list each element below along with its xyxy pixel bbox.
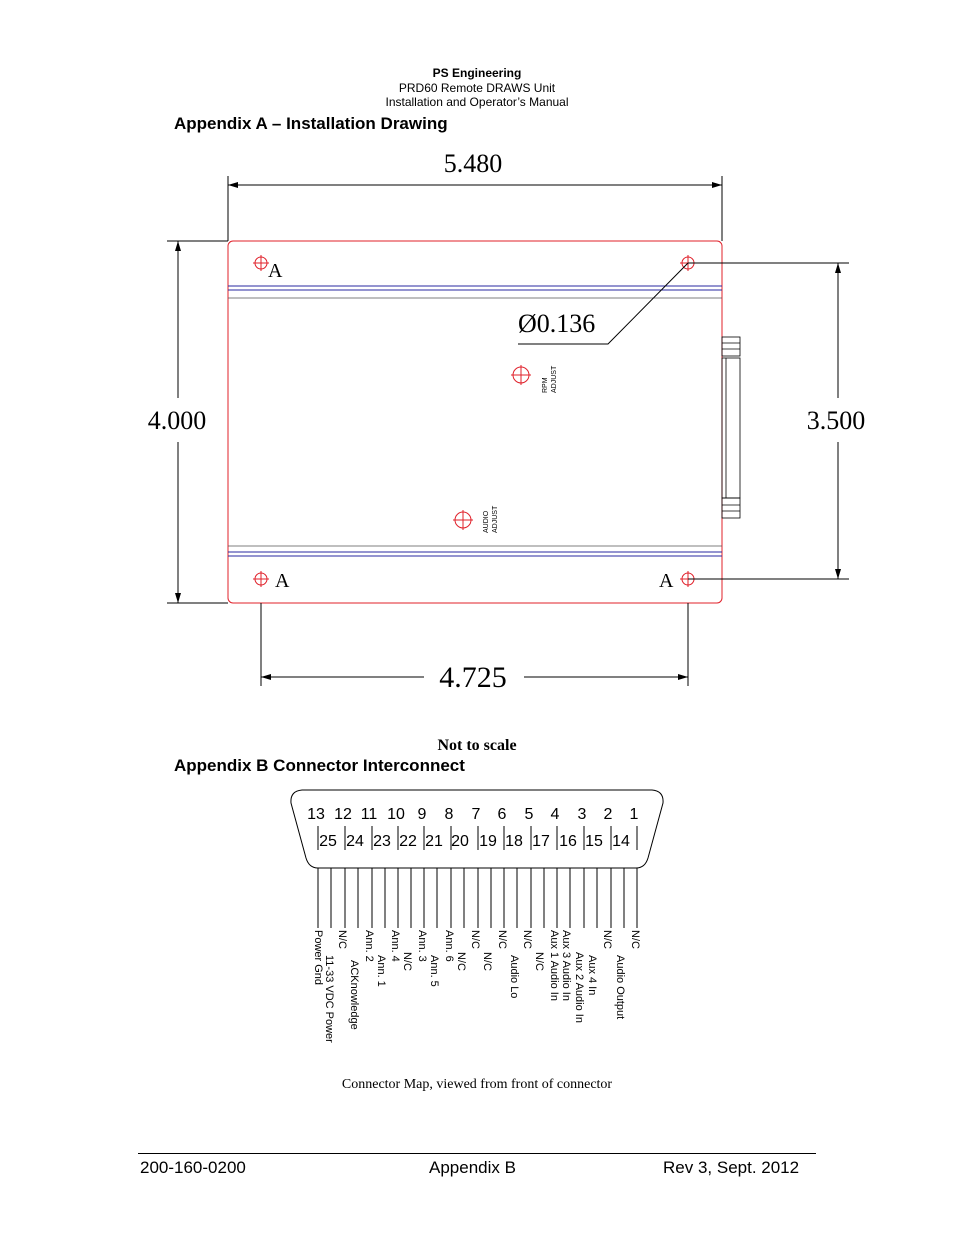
hole-label-bl: A xyxy=(275,570,290,592)
connector-pin-numbers xyxy=(307,806,638,850)
audio-label: AUDIO xyxy=(483,510,490,533)
pin-number-23: 23 xyxy=(373,833,391,850)
pin-label: N/C xyxy=(629,930,641,949)
pin-number-20: 20 xyxy=(451,833,469,850)
dim-height-value: 4.000 xyxy=(147,406,207,435)
pin-number-11: 11 xyxy=(360,806,378,823)
pin-number-12: 12 xyxy=(334,806,352,823)
header-company: PS Engineering xyxy=(432,66,522,80)
pin-label: N/C xyxy=(533,952,545,971)
hole-label-br: A xyxy=(659,570,674,592)
pin-number-9: 9 xyxy=(417,806,427,823)
dim-width xyxy=(228,176,722,241)
header-product: PRD60 Remote DRAWS Unit xyxy=(398,81,556,95)
pin-label: Ann. 6 xyxy=(443,930,455,962)
pin-label: N/C xyxy=(496,930,508,949)
audio-adjust-pot xyxy=(453,510,473,530)
pin-label: Ann. 1 xyxy=(375,955,387,987)
pin-label: Aux 1 Audio In xyxy=(548,930,560,1001)
pin-number-10: 10 xyxy=(387,806,405,823)
pin-number-16: 16 xyxy=(559,833,577,850)
pin-label: Audio Output xyxy=(614,955,626,1020)
pin-number-2: 2 xyxy=(603,806,613,823)
unit-outline xyxy=(228,241,722,603)
hole-label-tl: A xyxy=(268,260,283,282)
pin-number-17: 17 xyxy=(532,833,550,850)
hole-bottom-left xyxy=(253,571,269,587)
pin-label: N/C xyxy=(601,930,613,949)
pin-number-19: 19 xyxy=(479,833,497,850)
rpm-adjust-label: ADJUST xyxy=(551,365,558,393)
footer-doc-number: 200-160-0200 xyxy=(140,1158,246,1177)
pin-label: Ann. 4 xyxy=(389,930,401,962)
dim-hole-dia-value: Ø0.136 xyxy=(518,309,596,338)
appendix-b-title: Appendix B Connector Interconnect xyxy=(174,756,465,775)
pin-number-8: 8 xyxy=(444,806,454,823)
pin-label: Ann. 2 xyxy=(363,930,375,962)
footer-section: Appendix B xyxy=(429,1158,516,1177)
pin-label: Aux 3 Audio In xyxy=(560,930,572,1001)
pin-label: N/C xyxy=(336,930,348,949)
pin-label: N/C xyxy=(521,930,533,949)
pin-number-21: 21 xyxy=(425,833,443,850)
audio-adjust-label: ADJUST xyxy=(492,505,499,533)
pin-number-6: 6 xyxy=(497,806,507,823)
dim-hole-spacing-v-value: 3.500 xyxy=(806,406,866,435)
pin-number-1: 1 xyxy=(629,806,639,823)
pin-number-22: 22 xyxy=(399,833,417,850)
pin-label: N/C xyxy=(469,930,481,949)
pin-number-7: 7 xyxy=(471,806,481,823)
pin-label: 11-33 VDC Power xyxy=(323,955,335,1043)
connector-pin-labels xyxy=(312,930,641,1043)
connector-caption: Connector Map, viewed from front of connector xyxy=(341,1077,613,1092)
pin-label: Aux 4 In xyxy=(586,955,598,996)
pin-label: Ann. 3 xyxy=(416,930,428,962)
side-connector xyxy=(722,337,740,518)
pin-number-5: 5 xyxy=(524,806,534,823)
pin-label: Aux 2 Audio In xyxy=(573,952,585,1023)
footer-revision: Rev 3, Sept. 2012 xyxy=(663,1158,800,1177)
header-manual: Installation and Operator’s Manual xyxy=(385,95,569,109)
pin-label: N/C xyxy=(401,952,413,971)
pin-label: N/C xyxy=(481,952,493,971)
dim-width-value: 5.480 xyxy=(443,149,503,178)
connector-shell xyxy=(291,790,663,868)
hole-top-left xyxy=(253,255,269,271)
rpm-label: RPM xyxy=(542,377,549,393)
pin-number-3: 3 xyxy=(577,806,587,823)
pin-number-14: 14 xyxy=(612,833,630,850)
pin-label: Ann. 5 xyxy=(428,955,440,987)
footer-divider xyxy=(138,1153,816,1154)
rpm-adjust-pot xyxy=(511,365,531,385)
appendix-a-title: Appendix A – Installation Drawing xyxy=(174,114,448,133)
pin-number-18: 18 xyxy=(505,833,523,850)
pin-number-15: 15 xyxy=(585,833,603,850)
pin-number-24: 24 xyxy=(346,833,364,850)
pin-label: ACKnowledge xyxy=(348,960,360,1030)
pin-number-25: 25 xyxy=(319,833,337,850)
pin-number-4: 4 xyxy=(550,806,560,823)
not-to-scale-note: Not to scale xyxy=(437,737,517,754)
pin-label: N/C xyxy=(455,952,467,971)
pin-label: Audio Lo xyxy=(508,955,520,999)
pin-label: Power Gnd xyxy=(312,930,324,986)
pin-number-13: 13 xyxy=(307,806,325,823)
dim-hole-spacing-h-value: 4.725 xyxy=(439,661,507,694)
